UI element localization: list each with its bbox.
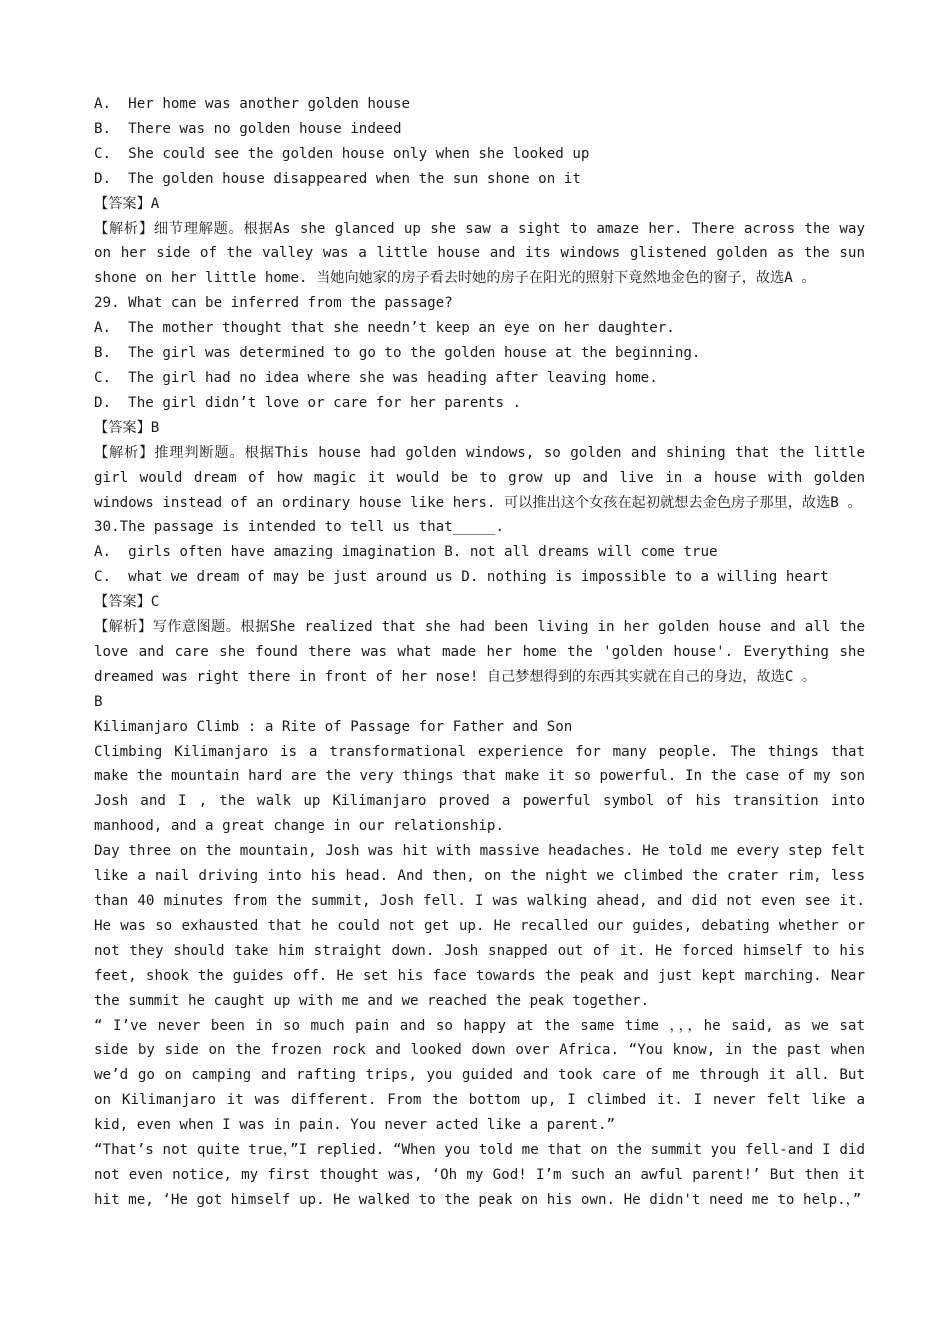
q28-option-c: C. She could see the golden house only when she looked up: [94, 145, 590, 162]
q29-option-a: A. The mother thought that she needn’t keep an eye on her daughter.: [94, 320, 675, 337]
passage-paragraph: “ I’ve never been in so much pain and so happy at the same time ，，，he said, as we sat side by side on the frozen rock and looked down over Africa. “You know, in the past when we’d go on camping and rafting trips, you guided and took care of me through it all. But on Kilimanjaro it was different. From the bottom up, I climbed it. I never felt like a kid, even when I was in pain. You never acted like a parent.”: [94, 1017, 865, 1134]
q30-analysis: 【解析】写作意图题。根据She realized that she had been living in her golden house and all the love and care she found there was what made her home the 'golden house'. Everything she dreamed was right there in front of her nose! 自己梦想得到的东西其实就在自己的身边，故选C 。: [94, 619, 865, 685]
passage-paragraph: “That’s not quite true，”I replied. “When you told me that on the summit you fell-and I did not even notice, my first thought was, ‘Oh my God! I’m such an awful parent!’ But then it hit me, ‘He got himself up. He walked to the peak on his own. He didn't need me to help.，”: [94, 1142, 865, 1208]
q29-options: [94, 316, 865, 416]
q29-analysis: 【解析】推理判断题。根据This house had golden windows, so golden and shining that the little girl would dream of how magic it would be to grow up and live in a house with golden windows instead of an ordinary house like hers. 可以推出这个女孩在起初就想去金色房子那里，故选B 。: [94, 444, 865, 511]
q29-answer: 【答案】B: [94, 419, 160, 436]
q30-question: 30.The passage is intended to tell us that_____.: [94, 519, 504, 536]
q28-option-a: A. Her home was another golden house: [94, 96, 411, 112]
q29-option-b: B. The girl was determined to go to the golden house at the beginning.: [94, 345, 701, 362]
passage-paragraph: Day three on the mountain, Josh was hit with massive headaches. He told me every step felt like a nail driving into his head. And then, on the night we climbed the crater rim, less than 40 minutes from the summit, Josh fell. I was walking ahead, and did not even see it. He was so exhausted that he could not get up. He recalled our guides, debating whether or not they should take him straight down. Josh snapped out of it. He forced himself to his feet, shook the guides off. He set his face towards the peak and just kept marching. Near the summit he caught up with me and we reached the peak together.: [94, 843, 865, 1009]
q28-option-d: D. The golden house disappeared when the sun shone on it: [94, 170, 581, 187]
q30-option-ab: A. girls often have amazing imagination B. not all dreams will come true: [94, 544, 718, 561]
q30-option-cd: C. what we dream of may be just around us D. nothing is impossible to a willing heart: [94, 569, 829, 586]
q28-answer: 【答案】A: [94, 195, 160, 212]
q30-options: [94, 540, 865, 590]
q29-option-c: C. The girl had no idea where she was heading after leaving home.: [94, 369, 658, 386]
q29-question: 29. What can be inferred from the passage?: [94, 295, 453, 312]
passage-paragraph: Climbing Kilimanjaro is a transformational experience for many people. The things that make the mountain hard are the very things that make it so powerful. In the case of my son Josh and I , the walk up Kilimanjaro proved a powerful symbol of his transition into manhood, and a great change in our relationship.: [94, 743, 865, 835]
q28-options: [94, 92, 865, 192]
passage-title: Kilimanjaro Climb : a Rite of Passage for Father and Son: [94, 718, 573, 735]
q28-option-b: B. There was no golden house indeed: [94, 120, 402, 137]
q29-option-d: D. The girl didn’t love or care for her parents .: [94, 394, 522, 411]
q30-answer: 【答案】C: [94, 594, 160, 611]
section-label: B: [94, 693, 103, 710]
q28-analysis: 【解析】细节理解题。根据As she glanced up she saw a sight to amaze her. There across the way on her side of the valley was a little house and its windows glistened golden as the sun shone on her little home. 当她向她家的房子看去时她的房子在阳光的照射下竟然地金色的窗子，故选A 。: [94, 220, 865, 287]
